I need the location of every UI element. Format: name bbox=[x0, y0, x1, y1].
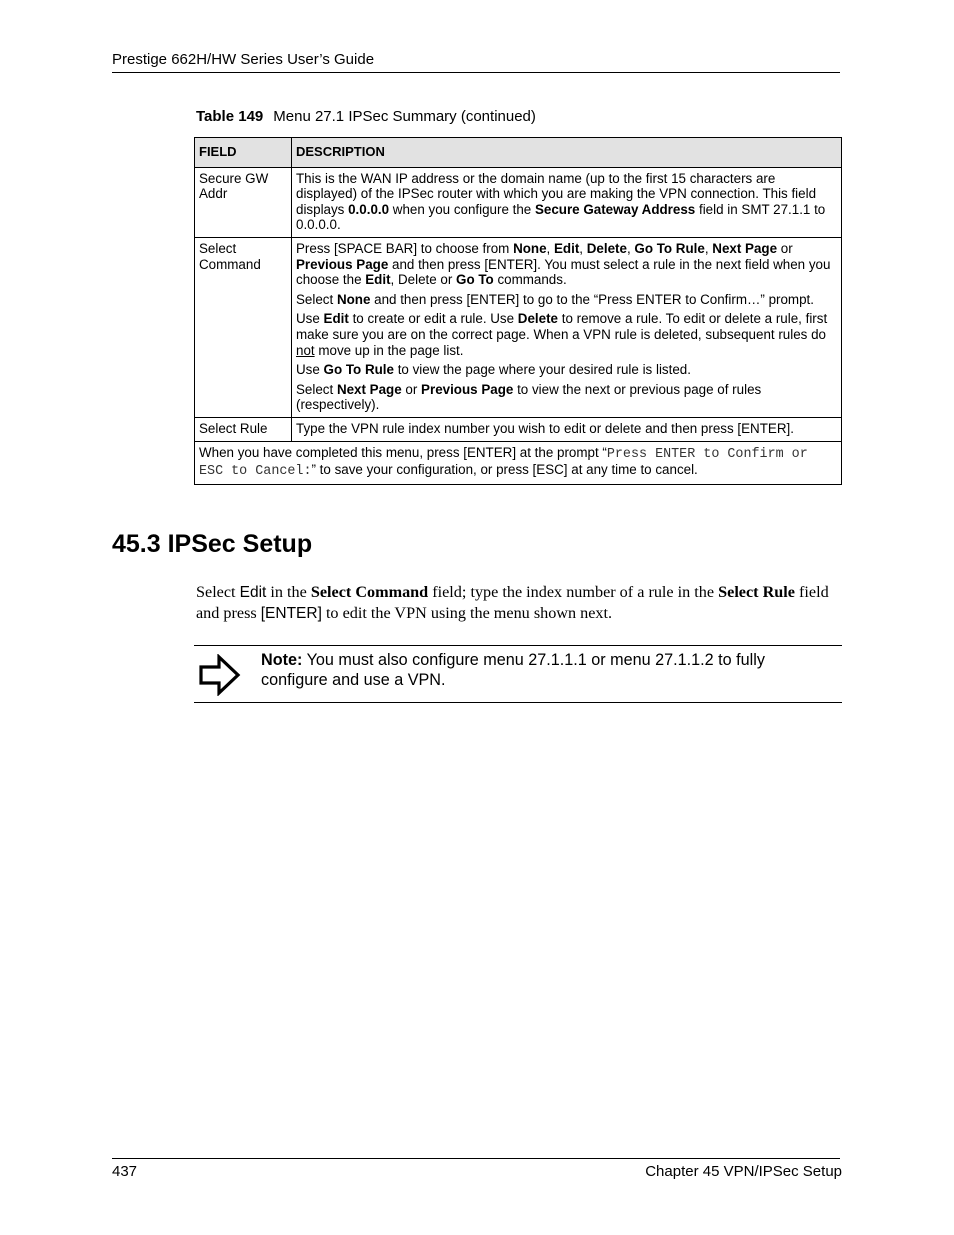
ui-label: [ENTER] bbox=[260, 605, 322, 622]
text: , bbox=[704, 240, 713, 256]
bold-text: Edit bbox=[365, 272, 391, 288]
description-paragraph bbox=[296, 292, 837, 308]
note-body: You must also configure menu 27.1.1.1 or menu 27.1.1.2 to fully configure and use a VPN. bbox=[261, 651, 765, 689]
bold-text: Go To bbox=[456, 272, 494, 288]
bold-text: Edit bbox=[323, 311, 349, 327]
page-number: 437 bbox=[112, 1163, 138, 1180]
description-cell: Type the VPN rule index number you wish to edit or delete and then press [ENTER]. bbox=[292, 417, 842, 441]
text: Select bbox=[296, 291, 337, 307]
text: when you configure the bbox=[389, 201, 535, 217]
bold-text: Next Page bbox=[712, 240, 778, 256]
table-row bbox=[195, 237, 842, 417]
text: field in SMT 27.1.1 to 0.0.0.0. bbox=[296, 201, 826, 233]
text: Press [SPACE BAR] to choose from bbox=[296, 240, 514, 256]
table-footer-row bbox=[195, 441, 842, 484]
note-box bbox=[194, 645, 842, 703]
text: Use bbox=[296, 311, 324, 327]
bold-text: Delete bbox=[586, 240, 627, 256]
column-header-description: DESCRIPTION bbox=[292, 138, 842, 168]
text: in the bbox=[266, 583, 311, 601]
page-footer bbox=[112, 1158, 840, 1180]
text: move up in the page list. bbox=[314, 342, 464, 358]
text: When you have completed this menu, press [ENTER] at the prompt “ bbox=[199, 444, 607, 460]
bold-text: None bbox=[336, 291, 371, 307]
table-caption-label: Table 149 bbox=[196, 108, 264, 125]
description-paragraph bbox=[296, 382, 837, 413]
ipsec-summary-table bbox=[194, 137, 842, 485]
bold-text: Go To Rule bbox=[323, 362, 394, 378]
field-cell: Secure GW Addr bbox=[195, 167, 292, 237]
table-footer-cell bbox=[195, 441, 842, 484]
underlined-text: not bbox=[296, 342, 315, 358]
bold-text: None bbox=[513, 240, 547, 256]
field-cell: Select Rule bbox=[195, 417, 292, 441]
text: to view the page where your desired rule is listed. bbox=[393, 362, 691, 378]
column-header-field: FIELD bbox=[195, 138, 292, 168]
text: , Delete or bbox=[390, 272, 457, 288]
description-paragraph bbox=[296, 311, 837, 358]
text: and then press [ENTER]. You must select a rule in the next field when you choose the bbox=[296, 256, 831, 288]
text: field and press bbox=[196, 583, 829, 622]
text: or bbox=[401, 381, 422, 397]
text: Select bbox=[196, 583, 240, 601]
field-cell: Select Command bbox=[195, 237, 292, 417]
description-cell bbox=[292, 167, 842, 237]
text: to edit the VPN using the menu shown next. bbox=[321, 604, 613, 622]
text: or bbox=[777, 240, 793, 256]
text: to create or edit a rule. Use bbox=[348, 311, 518, 327]
chapter-title: Chapter 45 VPN/IPSec Setup bbox=[645, 1163, 842, 1180]
bold-text: Delete bbox=[517, 311, 558, 327]
description-paragraph bbox=[296, 362, 837, 378]
bold-text: Previous Page bbox=[421, 381, 514, 397]
bold-text: Edit bbox=[554, 240, 580, 256]
table-row bbox=[195, 167, 842, 237]
bold-text: Go To Rule bbox=[634, 240, 705, 256]
right-arrow-icon bbox=[198, 654, 242, 701]
text: and then press [ENTER] to go to the “Press ENTER to Confirm…” prompt. bbox=[370, 291, 814, 307]
text: field; type the index number of a rule in the bbox=[428, 583, 719, 601]
page-header bbox=[112, 51, 840, 73]
bold-text: 0.0.0.0 bbox=[348, 201, 390, 217]
text: , bbox=[579, 240, 587, 256]
guide-title: Prestige 662H/HW Series User’s Guide bbox=[112, 51, 375, 68]
text: , bbox=[626, 240, 635, 256]
text: ” to save your configuration, or press [ESC] at any time to cancel. bbox=[311, 462, 698, 478]
table-header-row bbox=[195, 138, 842, 168]
text: to view the next or previous page of rules (respectively). bbox=[296, 381, 762, 413]
description-cell bbox=[292, 237, 842, 417]
bold-text: Next Page bbox=[336, 381, 402, 397]
table-row bbox=[195, 417, 842, 441]
table-caption-text: Menu 27.1 IPSec Summary (continued) bbox=[273, 108, 536, 125]
description-paragraph bbox=[296, 241, 837, 288]
body-paragraph bbox=[196, 582, 844, 624]
section-title: 45.3 IPSec Setup bbox=[112, 530, 313, 558]
text: This is the WAN IP address or the domain name (up to the first 15 characters are displayed) of the IPSec router with which you are making the VPN connection. This field displays bbox=[296, 170, 817, 217]
note-label: Note: bbox=[261, 651, 303, 669]
description-paragraph bbox=[296, 171, 837, 233]
text: Use bbox=[296, 362, 324, 378]
bold-text: Select Command bbox=[310, 583, 429, 601]
prompt-text: Press ENTER to Confirm or ESC to Cancel: bbox=[199, 446, 808, 480]
note-text bbox=[261, 650, 831, 690]
table-caption bbox=[196, 108, 536, 125]
text: Select bbox=[296, 381, 337, 397]
text: , bbox=[546, 240, 554, 256]
bold-text: Previous Page bbox=[296, 256, 389, 272]
text: to remove a rule. To edit or delete a rule, first make sure you are on the correct page. When a VPN rule is deleted, subsequent rules do bbox=[296, 311, 828, 342]
ui-label: Edit bbox=[239, 584, 267, 601]
bold-text: Select Rule bbox=[718, 583, 795, 601]
text: commands. bbox=[493, 272, 567, 288]
bold-text: Secure Gateway Address bbox=[534, 201, 696, 217]
